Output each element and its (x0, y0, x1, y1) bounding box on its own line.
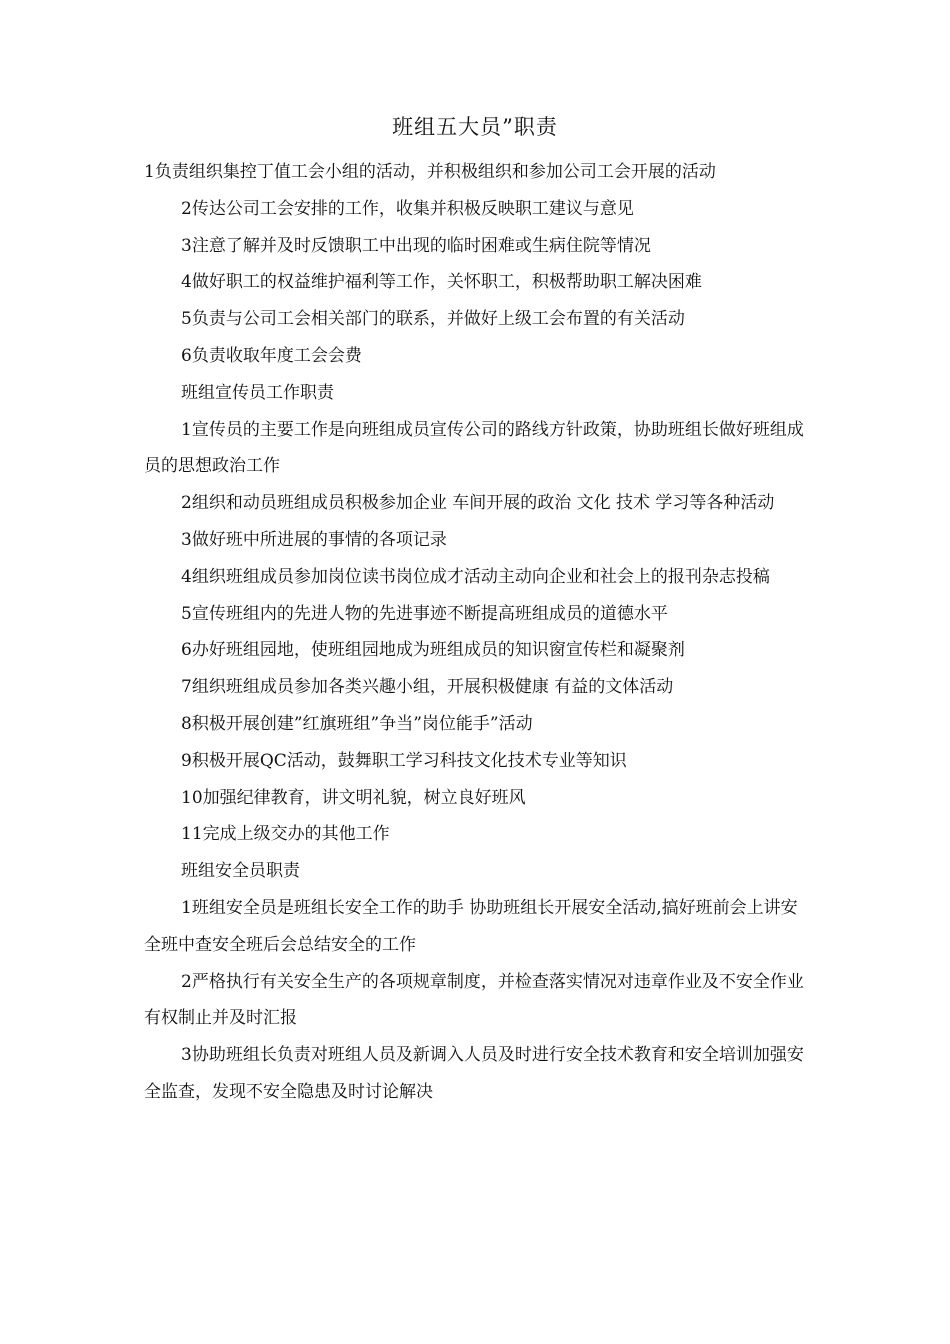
paragraph: 11完成上级交办的其他工作 (181, 824, 390, 845)
paragraph: 6办好班组园地，使班组园地成为班组成员的知识窗宣传栏和凝聚剂 (181, 640, 685, 661)
paragraph: 3注意了解并及时反馈职工中出现的临时困难或生病住院等情况 (181, 235, 651, 256)
paragraph: 7组织班组成员参加各类兴趣小组，开展积极健康 有益的文体活动 (181, 677, 674, 698)
paragraph: 4做好职工的权益维护福利等工作，关怀职工，积极帮助职工解决困难 (181, 272, 702, 293)
paragraph: 2组织和动员班组成员积极参加企业 车间开展的政治 文化 技术 学习等各种活动 (181, 493, 775, 514)
paragraph: 9积极开展QC活动，鼓舞职工学习科技文化技术专业等知识 (181, 750, 627, 771)
paragraph: 8积极开展创建”红旗班组”争当”岗位能手”活动 (181, 713, 533, 734)
paragraph: 1负责组织集控丁值工会小组的活动，并积极组织和参加公司工会开展的活动 (144, 162, 716, 182)
paragraph: 3做好班中所进展的事情的各项记录 (181, 529, 447, 550)
paragraph: 3协助班组长负责对班组人员及新调入人员及时进行安全技术教育和安全培训加强安全监查，发现不安全隐患及时讨论解决 (144, 1045, 804, 1102)
document-body (144, 154, 812, 1111)
paragraph: 2严格执行有关安全生产的各项规章制度，并检查落实情况对违章作业及不安全作业有权制止并及时汇报 (144, 971, 804, 1029)
document-title: 班组五大员”职责 (392, 115, 558, 139)
paragraph: 4组织班组成员参加岗位读书岗位成才活动主动向企业和社会上的报刊杂志投稿 (181, 566, 770, 587)
paragraph: 2传达公司工会安排的工作，收集并积极反映职工建议与意见 (181, 198, 634, 219)
paragraph: 1宣传员的主要工作是向班组成员宣传公司的路线方针政策，协助班组长做好班组成员的思想政治工作 (144, 419, 804, 477)
section-heading: 班组宣传员工作职责 (181, 382, 334, 403)
paragraph: 5宣传班组内的先进人物的先进事迹不断提高班组成员的道德水平 (181, 603, 668, 624)
paragraph: 5负责与公司工会相关部门的联系，并做好上级工会布置的有关活动 (181, 309, 685, 330)
paragraph: 10加强纪律教育，讲文明礼貌，树立良好班风 (181, 787, 526, 808)
paragraph: 6负责收取年度工会会费 (181, 345, 362, 366)
section-heading: 班组安全员职责 (181, 861, 300, 882)
paragraph: 1班组安全员是班组长安全工作的助手 协助班组长开展安全活动,搞好班前会上讲安全班中查安全班后会总结安全的工作 (144, 897, 798, 955)
